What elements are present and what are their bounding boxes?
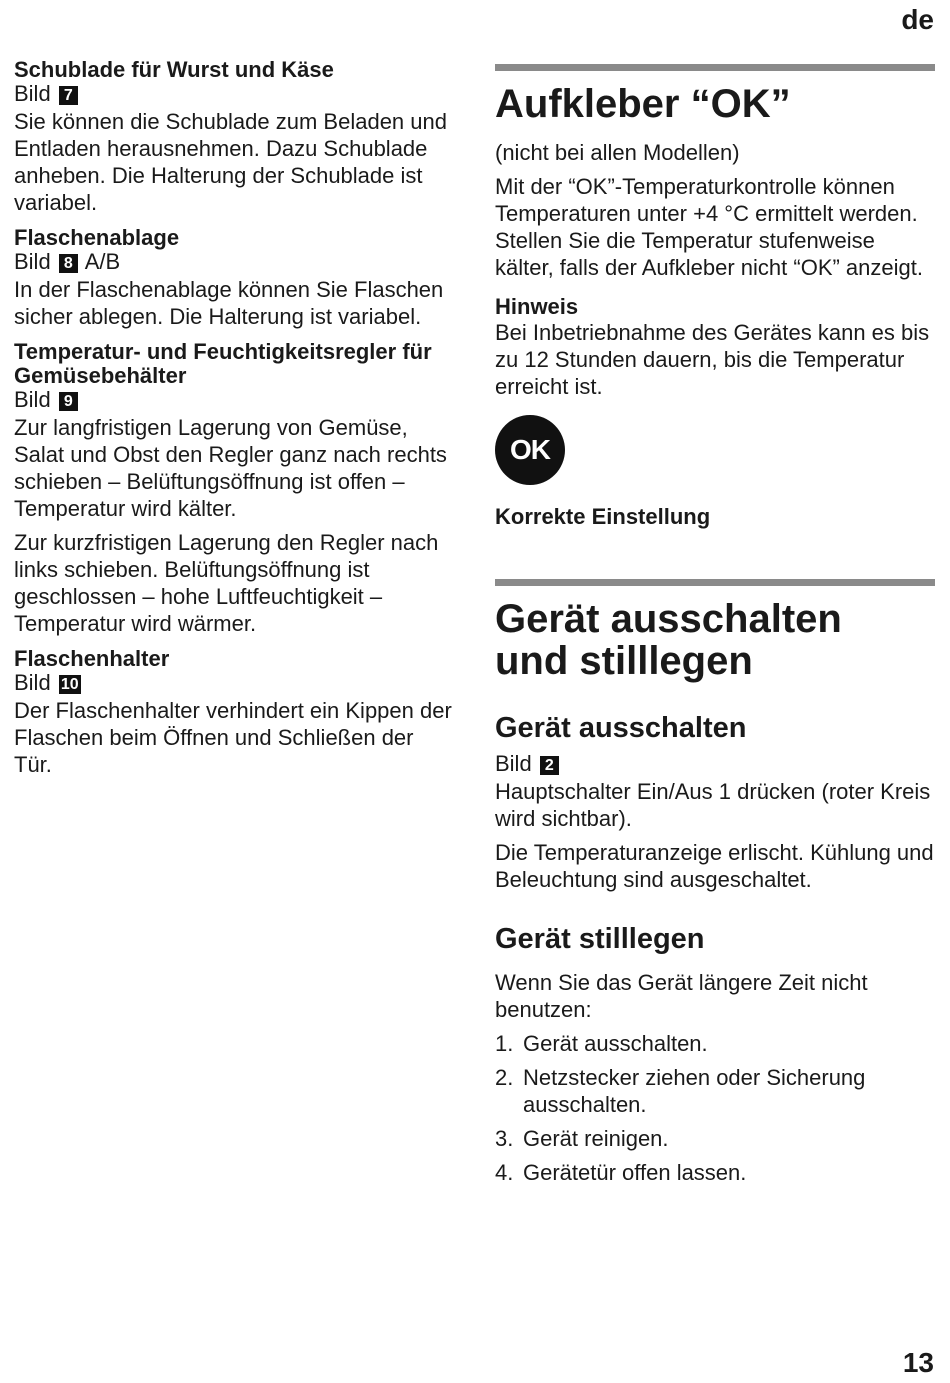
- list-item: [495, 1064, 935, 1118]
- switch-off-heading-line2: und stilllegen: [495, 639, 753, 683]
- figure-number-badge: 9: [59, 392, 78, 411]
- list-item: [495, 1030, 935, 1057]
- page-number: 13: [902, 1347, 934, 1378]
- right-column: [495, 64, 935, 1193]
- section-text: In der Flaschenablage können Sie Flaschen sicher ablegen. Die Halterung ist variabel.: [14, 277, 444, 329]
- subheading-switch-off: Gerät ausschalten: [495, 712, 747, 744]
- figure-reference: [495, 752, 935, 776]
- hint-text: Bei Inbetriebnahme des Gerätes kann es bis zu 12 Stunden dauern, bis die Temperatur erreicht ist.: [495, 320, 930, 399]
- figure-reference: [14, 671, 454, 695]
- ok-sticker-heading: Aufkleber “OK”: [495, 82, 791, 126]
- figure-number-badge: 8: [59, 254, 78, 273]
- step-number: 2.: [495, 1065, 514, 1090]
- step-text: Gerät ausschalten.: [523, 1031, 708, 1056]
- figure-reference: [14, 250, 454, 274]
- section-sausage-cheese-drawer: [14, 58, 454, 216]
- section-bottle-shelf: [14, 226, 454, 330]
- figure-number-badge: 7: [59, 86, 78, 105]
- section-rule: [495, 579, 935, 586]
- list-item: [495, 1159, 935, 1186]
- section-text: Zur langfristigen Lagerung von Gemüse, Salat und Obst den Regler ganz nach rechts schieben – Belüftungsöffnung ist offen – Temperatur wird kälter.: [14, 415, 447, 521]
- step-text: Netzstecker ziehen oder Sicherung ausschalten.: [523, 1065, 866, 1117]
- section-title: Flaschenablage: [14, 225, 180, 250]
- figure-label: Bild: [14, 670, 51, 695]
- subheading-decommission: Gerät stilllegen: [495, 923, 705, 955]
- step-number: 4.: [495, 1160, 514, 1185]
- figure-reference: [14, 82, 454, 106]
- section-text: Der Flaschenhalter verhindert ein Kippen der Flaschen beim Öffnen und Schließen der Tür.: [14, 698, 452, 777]
- section-title: Temperatur- und Feuchtigkeitsregler für Gemüsebehälter: [14, 339, 432, 388]
- figure-label: Bild: [14, 387, 51, 412]
- figure-label: Bild: [495, 751, 532, 776]
- left-column: [14, 58, 454, 788]
- ok-model-note: (nicht bei allen Modellen): [495, 140, 740, 165]
- section-rule: [495, 64, 935, 71]
- figure-number-badge: 10: [60, 676, 79, 693]
- figure-label: Bild: [14, 249, 51, 274]
- decommission-intro: Wenn Sie das Gerät längere Zeit nicht benutzen:: [495, 970, 868, 1022]
- figure-suffix: A/B: [84, 249, 121, 274]
- decommission-steps: [495, 1030, 935, 1186]
- section-title: Flaschenhalter: [14, 646, 170, 671]
- switch-off-heading-line1: Gerät ausschalten: [495, 597, 842, 641]
- switch-off-text: Die Temperaturanzeige erlischt. Kühlung und Beleuchtung sind ausgeschaltet.: [495, 840, 934, 892]
- ok-badge-caption: Korrekte Einstellung: [495, 504, 711, 529]
- step-number: 3.: [495, 1126, 514, 1151]
- ok-badge-icon: OK: [495, 415, 565, 485]
- hint-title: Hinweis: [495, 294, 579, 319]
- step-number: 1.: [495, 1031, 514, 1056]
- language-label: de: [901, 4, 934, 35]
- step-text: Gerätetür offen lassen.: [523, 1160, 747, 1185]
- section-bottle-holder: [14, 647, 454, 778]
- list-item: [495, 1125, 935, 1152]
- figure-reference: [14, 388, 454, 412]
- figure-number-badge: 2: [540, 756, 559, 775]
- switch-off-text: Hauptschalter Ein/Aus 1 drücken (roter Kreis wird sichtbar).: [495, 779, 931, 831]
- ok-description: Mit der “OK”-Temperaturkontrolle können Temperaturen unter +4 °C ermittelt werden. Stellen Sie die Temperatur stufenweise kälter, falls der Aufkleber nicht “OK” anzeigt.: [495, 174, 923, 280]
- step-text: Gerät reinigen.: [523, 1126, 669, 1151]
- section-text: Sie können die Schublade zum Beladen und Entladen herausnehmen. Dazu Schublade anheben. Die Halterung der Schublade ist variabel.: [14, 109, 447, 215]
- section-humidity-regulator: [14, 340, 454, 637]
- section-text: Zur kurzfristigen Lagerung den Regler nach links schieben. Belüftungsöffnung ist geschlossen – hohe Luftfeuchtigkeit – Temperatur wird wärmer.: [14, 530, 439, 636]
- section-title: Schublade für Wurst und Käse: [14, 57, 334, 82]
- figure-label: Bild: [14, 81, 51, 106]
- switch-off-heading: [495, 598, 935, 682]
